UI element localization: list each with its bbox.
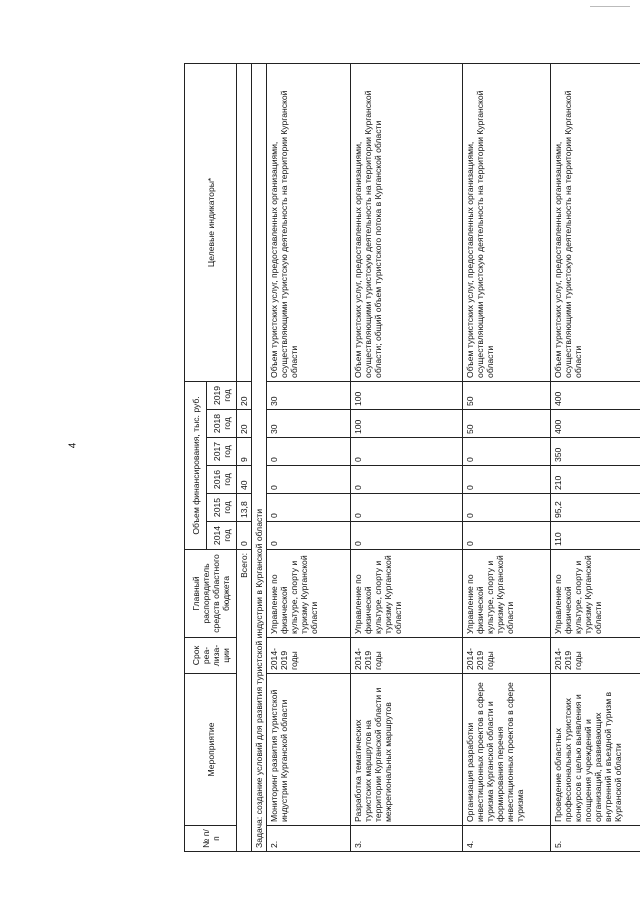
year-2015: 2015 год <box>207 494 237 522</box>
row-term: 2014-2019 годы <box>351 638 463 674</box>
row-value: 210 <box>551 466 640 494</box>
row-value: 0 <box>267 522 351 550</box>
row-value: 0 <box>267 438 351 466</box>
row-term: 2014-2019 годы <box>551 638 640 674</box>
row-value: 100 <box>351 381 463 409</box>
row-value: 0 <box>267 494 351 522</box>
row-event: Мониторинг развития туристской индустрии Курганской области <box>267 674 351 826</box>
col-manager: Главный распорядитель средств областного бюджета <box>185 550 237 638</box>
total-label: Всего: <box>237 550 252 852</box>
task-row <box>252 63 267 851</box>
year-2016: 2016 год <box>207 466 237 494</box>
year-2019: 2019 год <box>207 381 237 409</box>
row-value: 0 <box>351 494 463 522</box>
row-manager: Управление по физической культуре, спорту и туризму Курганской области <box>463 550 551 638</box>
col-term: Срок реа-лиза-ции <box>185 638 237 674</box>
rotated-page <box>184 63 640 852</box>
total-value: 40 <box>237 466 252 494</box>
table-row <box>351 63 463 851</box>
row-indicators: Объем туристских услуг, предоставленных организациями, осуществляющими туристскую деятельность на территории Курганской области; общий объем туристского потока в Курганской области <box>351 63 463 381</box>
row-manager: Управление по физической культуре, спорту и туризму Курганской области <box>551 550 640 638</box>
total-value: 13,8 <box>237 494 252 522</box>
row-indicators: Объем туристских услуг, предоставленных организациями, осуществляющими туристскую деятельность на территории Курганской области <box>463 63 551 381</box>
row-value: 100 <box>351 410 463 438</box>
row-indicators: Объем туристских услуг, предоставленных организациями, осуществляющими туристскую деятельность на территории Курганской области <box>551 63 640 381</box>
row-value: 0 <box>463 522 551 550</box>
total-empty <box>237 63 252 381</box>
row-event: Проведение областных профессиональных туристских конкурсов с целью выявления и поощрения учреждений и организаций, развивающих внутренний и въездной туризм в Курганской области <box>551 674 640 826</box>
row-num: 4. <box>463 826 551 852</box>
row-value: 95,2 <box>551 494 640 522</box>
year-2017: 2017 год <box>207 438 237 466</box>
row-value: 30 <box>267 381 351 409</box>
table-row <box>267 63 351 851</box>
row-num: 3. <box>351 826 463 852</box>
row-indicators: Объем туристских услуг, предоставленных организациями, осуществляющими туристскую деятельность на территории Курганской области <box>267 63 351 381</box>
program-table <box>184 63 640 852</box>
table-row <box>551 63 640 851</box>
year-2014: 2014 год <box>207 522 237 550</box>
row-value: 400 <box>551 381 640 409</box>
row-num: 2. <box>267 826 351 852</box>
scan-artifact <box>590 6 630 7</box>
row-value: 0 <box>463 438 551 466</box>
row-value: 0 <box>351 438 463 466</box>
row-term: 2014-2019 годы <box>267 638 351 674</box>
total-value: 20 <box>237 381 252 409</box>
row-term: 2014-2019 годы <box>463 638 551 674</box>
row-value: 110 <box>551 522 640 550</box>
row-value: 0 <box>463 466 551 494</box>
row-event: Разработка тематических туристских маршрутов на территории Курганской области и межрегиональных маршрутов <box>351 674 463 826</box>
row-value: 0 <box>351 466 463 494</box>
page-number: 4 <box>67 442 79 449</box>
row-value: 400 <box>551 410 640 438</box>
col-funding: Объем финансирования, тыс. руб. <box>185 381 207 549</box>
row-event: Организация разработки инвестиционных проектов в сфере туризма Курганской области и формирования перечня инвестиционных проектов в сфере туризма <box>463 674 551 826</box>
row-value: 0 <box>463 494 551 522</box>
row-value: 50 <box>463 410 551 438</box>
row-value: 0 <box>351 522 463 550</box>
row-manager: Управление по физической культуре, спорту и туризму Курганской области <box>267 550 351 638</box>
row-value: 50 <box>463 381 551 409</box>
task-text: Задача: создание условий для развития туристской индустрии в Курганской области <box>252 63 267 851</box>
total-value: 9 <box>237 438 252 466</box>
total-row <box>237 63 252 851</box>
row-value: 350 <box>551 438 640 466</box>
col-indicators: Целевые индикаторы* <box>185 63 237 381</box>
row-value: 30 <box>267 410 351 438</box>
col-num: № п/п <box>185 826 237 852</box>
row-value: 0 <box>267 466 351 494</box>
col-event: Мероприятие <box>185 674 237 826</box>
row-num: 5. <box>551 826 640 852</box>
row-manager: Управление по физической культуре, спорту и туризму Курганской области <box>351 550 463 638</box>
year-2018: 2018 год <box>207 410 237 438</box>
table-row <box>463 63 551 851</box>
total-value: 20 <box>237 410 252 438</box>
total-value: 0 <box>237 522 252 550</box>
